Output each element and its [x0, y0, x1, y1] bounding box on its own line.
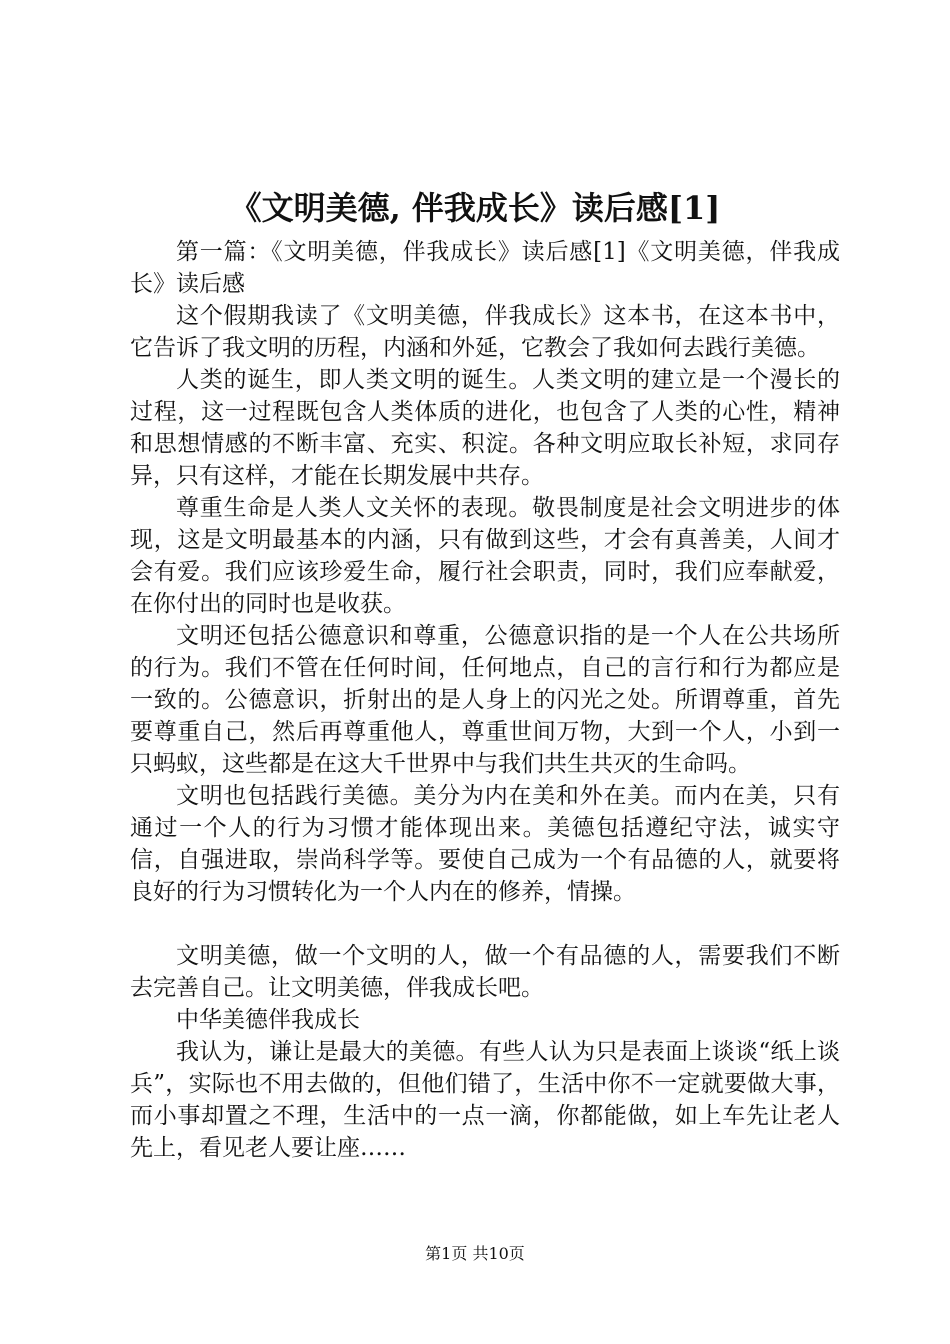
paragraph-3: 尊重生命是人类人文关怀的表现。敬畏制度是社会文明进步的体现，这是文明最基本的内涵，只有做到这些，才会有真善美，人间才会有爱。我们应该珍爱生命，履行社会职责，同时，我们应奉献爱，在你付出的同时也是收获。 [130, 495, 840, 617]
paragraph-6: 文明美德，做一个文明的人，做一个有品德的人，需要我们不断去完善自己。让文明美德，伴我成长吧。 [130, 943, 840, 1001]
page-footer: 第1页 共10页 [425, 1244, 525, 1263]
document-body [130, 236, 840, 1164]
paragraph-intro: 第一篇：《文明美德，伴我成长》读后感[1]《文明美德，伴我成长》读后感 [130, 239, 840, 297]
paragraph-5: 文明也包括践行美德。美分为内在美和外在美。而内在美，只有通过一个人的行为习惯才能体现出来。美德包括遵纪守法，诚实守信，自强进取，崇尚科学等。要使自己成为一个有品德的人，就要将良好的行为习惯转化为一个人内在的修养，情操。 [130, 783, 840, 905]
paragraph-gap [130, 908, 840, 940]
paragraph-1: 这个假期我读了《文明美德，伴我成长》这本书，在这本书中，它告诉了我文明的历程，内涵和外延，它教会了我如何去践行美德。 [130, 303, 840, 361]
document-title: 《文明美德, 伴我成长》读后感[1] [229, 189, 721, 227]
paragraph-4: 文明还包括公德意识和尊重，公德意识指的是一个人在公共场所的行为。我们不管在任何时间，任何地点，自己的言行和行为都应是一致的。公德意识，折射出的是人身上的闪光之处。所谓尊重，首先要尊重自己，然后再尊重他人，尊重世间万物，大到一个人，小到一只蚂蚁，这些都是在这大千世界中与我们共生共灭的生命吗。 [130, 623, 840, 777]
paragraph-2: 人类的诞生，即人类文明的诞生。人类文明的建立是一个漫长的过程，这一过程既包含人类体质的进化，也包含了人类的心性，精神和思想情感的不断丰富、充实、积淀。各种文明应取长补短，求同存异，只有这样，才能在长期发展中共存。 [130, 367, 840, 489]
section-heading: 中华美德伴我成长 [176, 1007, 360, 1033]
paragraph-7: 我认为，谦让是最大的美德。有些人认为只是表面上谈谈“纸上谈兵”，实际也不用去做的，但他们错了，生活中你不一定就要做大事，而小事却置之不理，生活中的一点一滴，你都能做，如上车先让老人先上，看见老人要让座…… [130, 1039, 840, 1161]
